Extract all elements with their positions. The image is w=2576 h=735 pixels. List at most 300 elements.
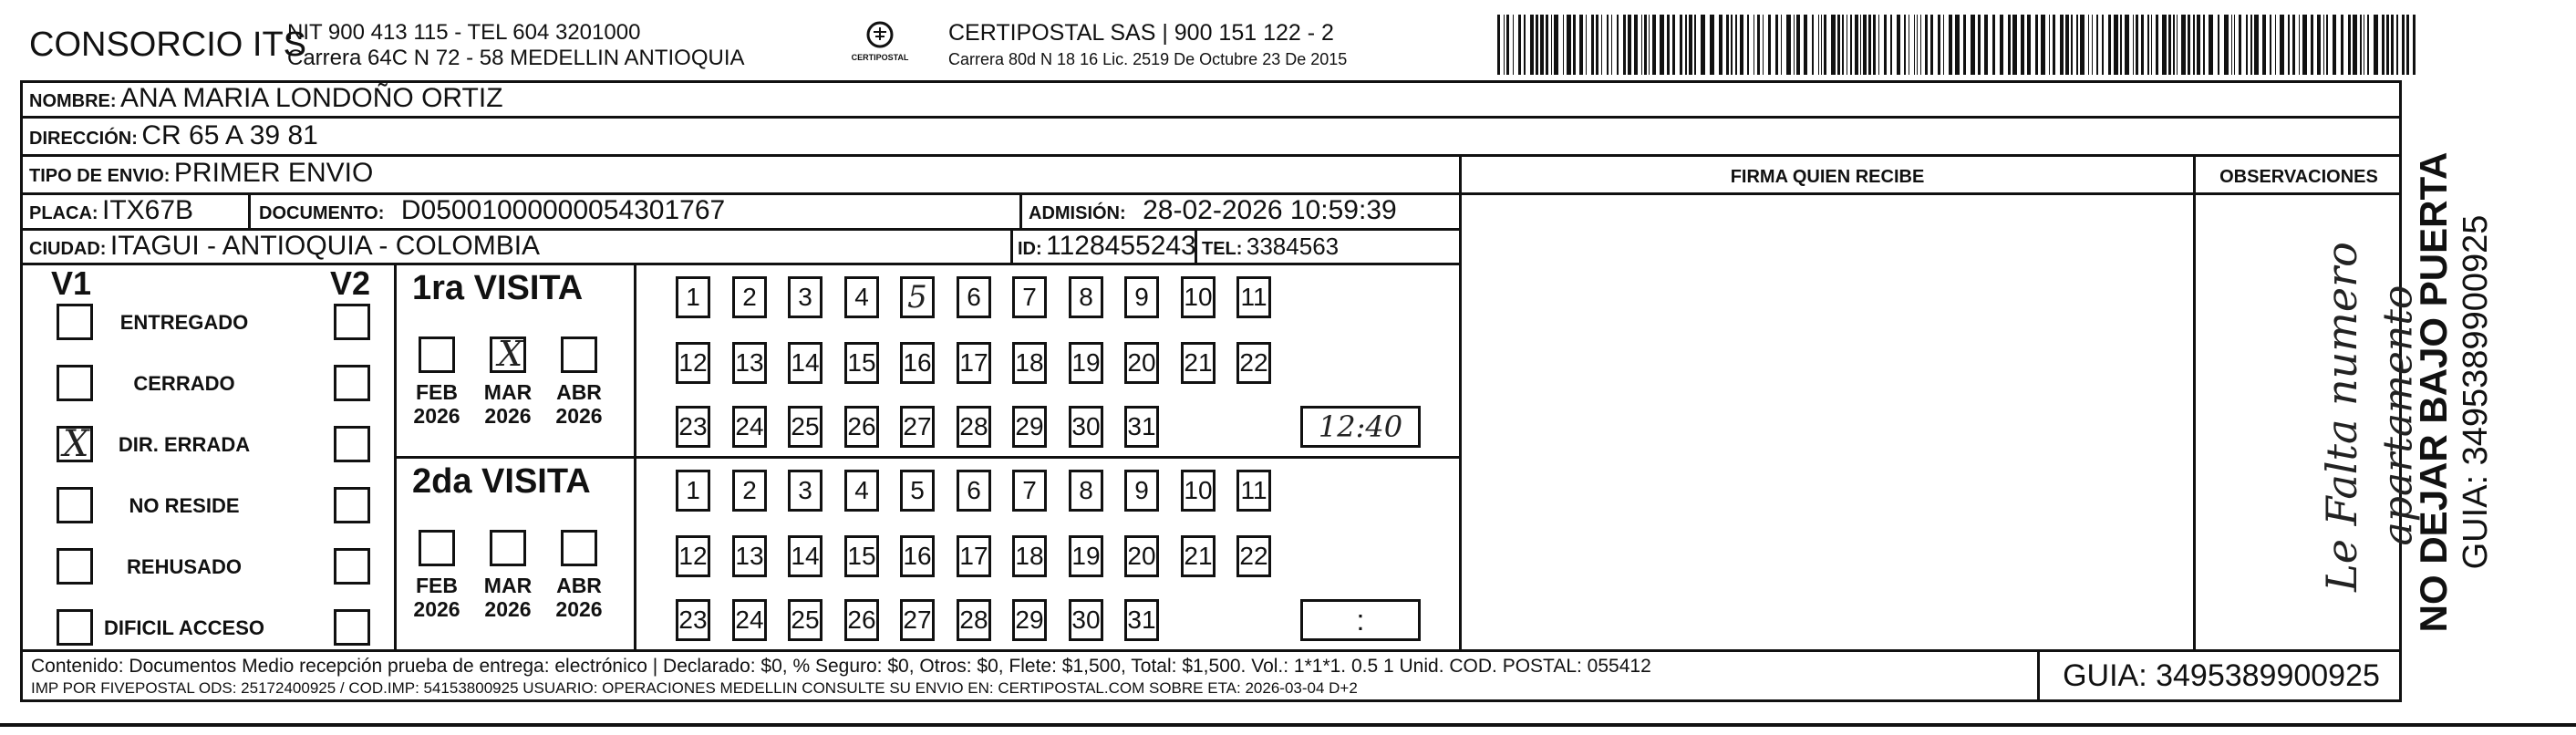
bottom-rule [0, 723, 2576, 727]
observation-note-line2: apartamento [2374, 285, 2422, 546]
visit-time-value: 12:40 [1318, 409, 1403, 444]
barcode-bar [1863, 15, 1867, 75]
barcode-bar [2151, 15, 2152, 75]
barcode-bar [1963, 15, 1966, 75]
admision-label: ADMISIÓN: [1029, 203, 1126, 223]
barcode-bar [1607, 15, 1609, 75]
day-number: 13 [735, 542, 764, 570]
ciudad-label: CIUDAD: [29, 239, 107, 259]
day-number: 21 [1184, 348, 1213, 377]
barcode-bar [1842, 15, 1844, 75]
month-checkbox[interactable] [419, 530, 455, 566]
day-number: 10 [1184, 476, 1213, 504]
barcode-bar [1917, 15, 1918, 75]
company-nit-tel: NIT 900 413 115 - TEL 604 3201000 [287, 20, 641, 45]
barcode-bar [1890, 15, 1892, 75]
day-box[interactable] [1069, 599, 1103, 641]
day-box[interactable] [732, 599, 767, 641]
side-guia: GUIA: 3495389900925 [2457, 214, 2495, 570]
day-number: 8 [1079, 476, 1093, 504]
footer-contenido: Contenido: Documentos Medio recepción prueba de entrega: electrónico | Declarado: $0, % Seguro: $0, Otros: $0, Flete: $1,500, Total: $1,500. Vol.: 1*1*1. 0.5 1 Unid. COD. POSTAL: 055412 [31, 656, 1651, 677]
barcode-bar [1554, 15, 1558, 75]
day-box[interactable] [1236, 535, 1271, 577]
month-year: 2026 [555, 404, 603, 428]
barcode-bar [2323, 15, 2324, 75]
v1-label: V1 [51, 264, 92, 302]
barcode-bar [2000, 15, 2003, 75]
documento-field [259, 195, 725, 226]
day-box[interactable] [900, 406, 935, 448]
day-box[interactable] [1181, 276, 1216, 318]
barcode-bar [1763, 15, 1764, 75]
day-number: 12 [678, 348, 708, 377]
day-box[interactable] [788, 599, 822, 641]
barcode-bar [1644, 15, 1647, 75]
barcode-bar [1955, 15, 1960, 75]
barcode-bar [2386, 15, 2389, 75]
status-label: CERRADO [133, 372, 235, 395]
day-number: 29 [1015, 606, 1044, 634]
barcode-bar [1938, 15, 1940, 75]
barcode-bar [1855, 15, 1858, 75]
day-box[interactable] [1069, 470, 1103, 512]
day-box[interactable] [676, 406, 710, 448]
barcode-bar [1497, 15, 1500, 75]
day-number: 30 [1071, 606, 1101, 634]
barcode-bar [1660, 15, 1664, 75]
day-number: 13 [735, 348, 764, 377]
day-number: 24 [735, 606, 764, 634]
day-number: 2 [742, 283, 757, 311]
day-box[interactable] [788, 276, 822, 318]
barcode-bar [2156, 15, 2158, 75]
barcode-bar [1920, 15, 1921, 75]
day-box[interactable] [1012, 276, 1047, 318]
day-box[interactable] [1069, 535, 1103, 577]
barcode-bar [1824, 15, 1826, 75]
day-number: 2 [742, 476, 757, 504]
day-number: 26 [847, 412, 876, 440]
day-number: 22 [1239, 542, 1268, 570]
barcode-bar [1513, 15, 1514, 75]
barcode-bar [2162, 15, 2167, 75]
day-box[interactable] [957, 535, 991, 577]
status-label: DIR. ERRADA [118, 433, 251, 456]
carrier-license: Carrera 80d N 18 16 Lic. 2519 De Octubre 23 De 2015 [948, 50, 1348, 68]
day-number: 31 [1127, 412, 1156, 440]
day-number: 25 [791, 606, 820, 634]
tipo-value: PRIMER ENVIO [173, 158, 374, 188]
status-v2-checkbox[interactable] [334, 304, 370, 340]
barcode-bar [1818, 15, 1819, 75]
barcode-bar [2382, 15, 2385, 75]
barcode-bar [2396, 15, 2398, 75]
barcode-bar [2188, 15, 2190, 75]
day-box[interactable] [844, 406, 879, 448]
observaciones-header: OBSERVACIONES [2219, 167, 2378, 187]
day-number: 7 [1022, 283, 1037, 311]
day-box[interactable] [732, 276, 767, 318]
day-box[interactable] [844, 276, 879, 318]
tipo-field [29, 158, 373, 189]
barcode-bar [1649, 15, 1650, 75]
month-year: 2026 [484, 404, 532, 428]
barcode-bar [1579, 15, 1583, 75]
barcode-bar [1796, 15, 1800, 75]
barcode-bar [1689, 15, 1692, 75]
admision-value: 28-02-2026 10:59:39 [1143, 195, 1397, 225]
status-v1-checkbox[interactable] [57, 548, 93, 585]
day-box[interactable] [1124, 342, 1159, 384]
barcode-bar [2136, 15, 2138, 75]
barcode-bar [2209, 15, 2213, 75]
barcode-bar [1652, 15, 1656, 75]
day-box[interactable] [1236, 342, 1271, 384]
barcode-bar [1563, 15, 1564, 75]
day-box[interactable] [957, 406, 991, 448]
day-number: 20 [1127, 348, 1156, 377]
day-box[interactable] [676, 342, 710, 384]
day-number: 17 [959, 348, 988, 377]
day-number: 16 [903, 348, 932, 377]
day-box[interactable] [844, 342, 879, 384]
day-box[interactable] [900, 535, 935, 577]
day-box[interactable] [1181, 470, 1216, 512]
documento-label: DOCUMENTO: [259, 203, 385, 223]
day-box[interactable] [676, 470, 710, 512]
barcode-bar [1530, 15, 1534, 75]
barcode-bar [1694, 15, 1696, 75]
day-box[interactable] [957, 342, 991, 384]
day-number: 6 [967, 476, 981, 504]
day-number: 20 [1127, 542, 1156, 570]
barcode-bar [1868, 15, 1871, 75]
barcode-bar [1628, 15, 1631, 75]
barcode-bar [1860, 15, 1861, 75]
day-number: 27 [903, 412, 932, 440]
barcode-bar [1943, 15, 1944, 75]
side-text [2412, 82, 2549, 702]
day-box[interactable] [676, 276, 710, 318]
barcode-bar [2114, 15, 2118, 75]
day-box[interactable] [788, 470, 822, 512]
barcode-bar [1821, 15, 1822, 75]
day-box[interactable] [844, 535, 879, 577]
placa-field [29, 195, 193, 226]
day-box[interactable] [732, 535, 767, 577]
day-box[interactable] [788, 406, 822, 448]
id-field [1018, 231, 1196, 262]
company-name: CONSORCIO ITS [29, 26, 307, 64]
tel-value: 3384563 [1246, 233, 1340, 260]
status-v1-checkbox[interactable] [57, 365, 93, 401]
barcode-bar [1504, 15, 1505, 75]
barcode-bar [2102, 15, 2104, 75]
day-box[interactable] [1069, 342, 1103, 384]
day-box[interactable] [1181, 342, 1216, 384]
day-number: 28 [959, 606, 988, 634]
barcode-bar [2302, 15, 2307, 75]
day-box[interactable] [957, 276, 991, 318]
day-number: 27 [903, 606, 932, 634]
day-number: 18 [1015, 542, 1044, 570]
barcode-bar [1949, 15, 1952, 75]
day-number: 15 [847, 348, 876, 377]
day-box[interactable] [1124, 406, 1159, 448]
barcode-bar [1719, 15, 1723, 75]
day-number: 3 [798, 476, 812, 504]
barcode-bar [1641, 15, 1642, 75]
placa-label: PLACA: [29, 203, 98, 223]
day-box[interactable] [1236, 470, 1271, 512]
barcode-bar [1978, 15, 1981, 75]
barcode-bar [2326, 15, 2328, 75]
day-box[interactable] [1012, 406, 1047, 448]
day-number: 5 [910, 476, 925, 504]
day-number: 19 [1071, 348, 1101, 377]
barcode-bar [2197, 15, 2200, 75]
barcode-bar [2181, 15, 2186, 75]
barcode-bar [1617, 15, 1619, 75]
barcode-bar [1634, 15, 1638, 75]
barcode-bar [2353, 15, 2357, 75]
day-box[interactable] [732, 342, 767, 384]
barcode-bar [2402, 15, 2405, 75]
day-box[interactable] [676, 599, 710, 641]
barcode-bar [2280, 15, 2284, 75]
barcode-bar [2262, 15, 2266, 75]
status-v1-checkbox[interactable] [57, 609, 93, 646]
day-box[interactable] [844, 599, 879, 641]
month-checkbox[interactable] [419, 336, 455, 373]
barcode-bar [1601, 15, 1602, 75]
day-box[interactable] [1181, 535, 1216, 577]
barcode-bar [1757, 15, 1760, 75]
barcode-bar [1740, 15, 1743, 75]
day-box[interactable] [1012, 342, 1047, 384]
barcode-bar [1611, 15, 1612, 75]
day-number: 1 [686, 476, 700, 504]
barcode-bar [1837, 15, 1840, 75]
barcode-bar [1536, 15, 1538, 75]
day-box[interactable] [1124, 535, 1159, 577]
month-checkbox[interactable] [561, 336, 597, 373]
barcode-bar [2288, 15, 2290, 75]
barcode-bar [2147, 15, 2149, 75]
observation-note-line1: Le Falta numero [2317, 242, 2366, 592]
visit-time-box[interactable] [1300, 406, 1421, 448]
day-box[interactable] [1124, 470, 1159, 512]
barcode-bar [2076, 15, 2078, 75]
barcode-bar [2177, 15, 2178, 75]
barcode-bar [1804, 15, 1807, 75]
barcode-bar [1540, 15, 1544, 75]
day-box[interactable] [844, 470, 879, 512]
status-v1-checkbox[interactable] [57, 423, 93, 465]
barcode-bar [2406, 15, 2409, 75]
barcode-bar [1992, 15, 1995, 75]
status-v1-checkbox[interactable] [57, 304, 93, 340]
barcode-bar [1786, 15, 1791, 75]
barcode-bar [1930, 15, 1933, 75]
day-number: 17 [959, 542, 988, 570]
day-box[interactable] [1124, 599, 1159, 641]
status-v2-checkbox[interactable] [334, 487, 370, 523]
barcode-bar [2203, 15, 2205, 75]
direccion-label: DIRECCIÓN: [29, 129, 138, 149]
side-warning: NO DEJAR BAJO PUERTA [2412, 151, 2455, 633]
admision-field [1029, 195, 1397, 226]
barcode-bar [1925, 15, 1928, 75]
barcode-bar [1735, 15, 1737, 75]
day-box[interactable] [788, 342, 822, 384]
barcode-bar [1573, 15, 1576, 75]
month-label: FEB [416, 574, 458, 597]
day-box[interactable] [1236, 276, 1271, 318]
day-box[interactable] [732, 470, 767, 512]
barcode-bar [2292, 15, 2295, 75]
day-number: 5 [907, 279, 927, 316]
day-number: 9 [1134, 283, 1149, 311]
day-number: 7 [1022, 476, 1037, 504]
day-box[interactable] [900, 470, 935, 512]
barcode-bar [2275, 15, 2276, 75]
barcode-bar [2141, 15, 2144, 75]
certipostal-logo: CERTIPOSTAL [848, 16, 912, 71]
barcode-bar [1812, 15, 1814, 75]
status-label: REHUSADO [127, 555, 242, 578]
status-v2-checkbox[interactable] [334, 548, 370, 585]
day-box[interactable] [1012, 599, 1047, 641]
barcode-bar [1747, 15, 1749, 75]
day-number: 6 [967, 283, 981, 311]
day-box[interactable] [732, 406, 767, 448]
barcode-bar [2348, 15, 2351, 75]
barcode-bar [2049, 15, 2050, 75]
day-number: 14 [791, 348, 820, 377]
day-box[interactable] [1012, 470, 1047, 512]
month-checkbox[interactable] [561, 530, 597, 566]
day-number: 24 [735, 412, 764, 440]
barcode-bar [2092, 15, 2093, 75]
status-label: DIFICIL ACCESO [103, 616, 264, 639]
barcode-bar [2360, 15, 2362, 75]
documento-value: D05001000000054301767 [400, 195, 726, 225]
barcode-bar [2065, 15, 2069, 75]
barcode-bar [1567, 15, 1571, 75]
barcode-bar [2413, 15, 2416, 75]
barcode-bar [1586, 15, 1587, 75]
day-box[interactable] [1069, 406, 1103, 448]
day-box[interactable] [788, 535, 822, 577]
day-box[interactable] [900, 599, 935, 641]
placa-value: ITX67B [102, 195, 194, 225]
barcode-bar [1524, 15, 1526, 75]
day-box[interactable] [1124, 276, 1159, 318]
day-number: 3 [798, 283, 812, 311]
barcode-bar [1506, 15, 1509, 75]
barcode-bar [1591, 15, 1594, 75]
footer-imp: IMP POR FIVEPOSTAL ODS: 25172400925 / COD.IMP: 54153800925 USUARIO: OPERACIONES MEDELLIN CONSULTE SU ENVIO EN: CERTIPOSTAL.COM SOBRE ETA: 2026-03-04 D+2 [31, 679, 1358, 697]
barcode [1495, 13, 2421, 77]
barcode-bar [2021, 15, 2024, 75]
status-label: NO RESIDE [129, 494, 240, 517]
barcode-bar [1768, 15, 1771, 75]
day-number: 23 [678, 412, 708, 440]
barcode-bar [1904, 15, 1906, 75]
barcode-bar [1546, 15, 1548, 75]
barcode-bar [2333, 15, 2336, 75]
month-year: 2026 [484, 597, 532, 621]
barcode-bar [2218, 15, 2219, 75]
status-v2-checkbox[interactable] [334, 426, 370, 462]
month-label: FEB [416, 380, 458, 404]
day-number: 8 [1079, 283, 1093, 311]
barcode-bar [2367, 15, 2369, 75]
status-v2-checkbox[interactable] [334, 609, 370, 646]
barcode-bar [1897, 15, 1900, 75]
day-number: 28 [959, 412, 988, 440]
month-checkbox[interactable] [490, 530, 526, 566]
month-year: 2026 [413, 597, 460, 621]
barcode-bar [2374, 15, 2378, 75]
barcode-bar [2234, 15, 2235, 75]
status-v2-checkbox[interactable] [334, 365, 370, 401]
barcode-bar [2125, 15, 2129, 75]
day-number: 11 [1240, 283, 1267, 311]
day-box[interactable] [676, 535, 710, 577]
barcode-bar [1884, 15, 1887, 75]
visit-time-box[interactable] [1300, 599, 1421, 641]
day-number: 1 [686, 283, 700, 311]
barcode-bar [1701, 15, 1705, 75]
nombre-value: ANA MARIA LONDOÑO ORTIZ [120, 83, 503, 113]
day-box[interactable] [1012, 535, 1047, 577]
status-v1-checkbox[interactable] [57, 487, 93, 523]
day-box[interactable] [900, 342, 935, 384]
barcode-bar [1685, 15, 1687, 75]
day-number: 21 [1184, 542, 1213, 570]
tel-field [1202, 233, 1339, 261]
day-box[interactable] [957, 470, 991, 512]
barcode-bar [2027, 15, 2031, 75]
ciudad-value: ITAGUI - ANTIOQUIA - COLOMBIA [109, 231, 541, 261]
barcode-bar [1596, 15, 1598, 75]
day-number: 31 [1127, 606, 1156, 634]
firma-header: FIRMA QUIEN RECIBE [1730, 167, 1925, 187]
barcode-bar [1831, 15, 1836, 75]
barcode-bar [2224, 15, 2229, 75]
barcode-bar [1667, 15, 1670, 75]
barcode-bar [2035, 15, 2038, 75]
day-number: 11 [1240, 476, 1267, 504]
barcode-bar [1873, 15, 1876, 75]
barcode-bar [2133, 15, 2134, 75]
barcode-bar [2317, 15, 2321, 75]
barcode-bar [2173, 15, 2175, 75]
day-box[interactable] [1069, 276, 1103, 318]
checkbox-mark: X [498, 334, 523, 374]
day-number: 18 [1015, 348, 1044, 377]
status-label: ENTREGADO [119, 311, 249, 334]
company-address: Carrera 64C N 72 - 58 MEDELLIN ANTIOQUIA [287, 46, 745, 70]
month-checkbox[interactable] [490, 336, 526, 373]
barcode-bar [2071, 15, 2073, 75]
day-box[interactable] [957, 599, 991, 641]
day-box[interactable] [900, 276, 935, 318]
barcode-bar [2053, 15, 2055, 75]
direccion-field [29, 120, 318, 151]
